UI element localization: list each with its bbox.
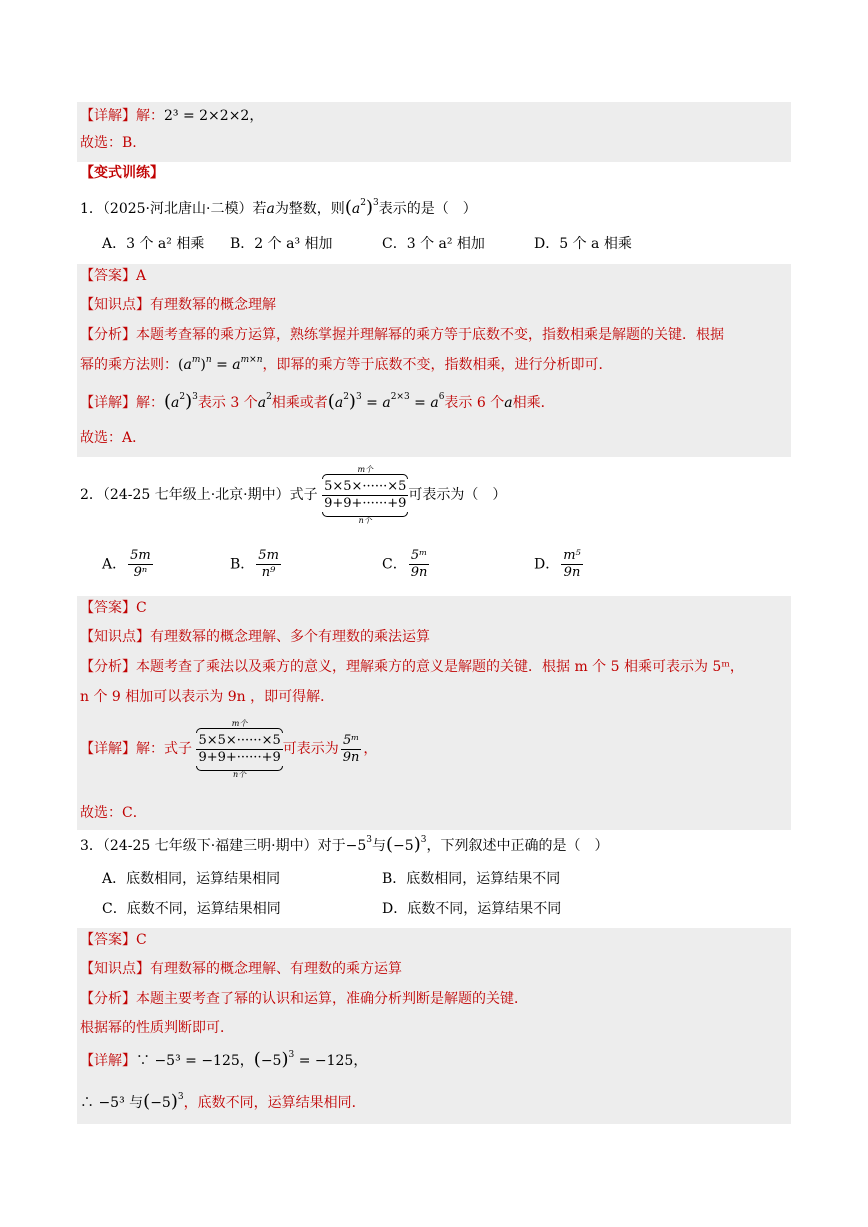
analysis-tag: 【分析】 xyxy=(80,991,136,1007)
detail-tag: 【详解】 xyxy=(80,741,136,757)
q2-detail-brace-fraction xyxy=(196,720,282,779)
q2-option-b[interactable] xyxy=(230,548,283,581)
q3-option-d[interactable]: D．底数不同，运算结果不同 xyxy=(382,901,562,917)
q1-option-c[interactable]: C．3 个 a² 相加 xyxy=(382,236,485,252)
analysis-text: 本题考查了乘法以及乘方的意义，理解乘方的意义是解题的关键．根据 m 个 5 相乘可表示为 5ᵐ， xyxy=(136,659,744,675)
detail-math: $a^2$ xyxy=(257,392,272,411)
q1-detail xyxy=(80,392,555,413)
q2-detail xyxy=(80,716,377,782)
detail-math: = −125， xyxy=(298,1053,368,1069)
top-detail-line xyxy=(80,106,263,126)
option-fraction xyxy=(256,548,281,581)
detail-text: 相乘． xyxy=(512,395,555,411)
numerator: 5×5×······×5 xyxy=(198,732,281,748)
detail-text: ， xyxy=(363,741,378,757)
num: 5m xyxy=(130,548,151,563)
detail-text: 相乘或者 xyxy=(271,395,328,411)
q1-stem xyxy=(80,198,477,219)
q3-knowledge xyxy=(80,959,402,979)
q3-expr-2: $(-5)^3$ xyxy=(386,834,427,855)
analysis-tag: 【分析】 xyxy=(80,659,136,675)
q3-stem-a: 对于 xyxy=(317,838,346,854)
answer-value: C xyxy=(136,600,147,616)
q2-stem xyxy=(80,462,506,528)
q1-option-d[interactable]: D．5 个 a 相乘 xyxy=(534,236,632,252)
q2-analysis-2: n 个 9 相加可以表示为 9n ，即可得解． xyxy=(80,689,335,705)
q1-stem-a: 若 xyxy=(252,201,267,217)
q3-source: （24-25 七年级下·福建三明·期中） xyxy=(102,838,318,854)
q2-number: 2． xyxy=(80,487,103,503)
detail-math: ∵ −5³ = −125， xyxy=(136,1053,254,1069)
detail-math: $(-5)^3$ xyxy=(143,1091,184,1112)
q3-option-a[interactable]: A．底数相同，运算结果相同 xyxy=(102,871,281,887)
q2-stem-a: 式子 xyxy=(289,487,318,503)
q1-stem-b: 为整数，则 xyxy=(274,201,345,217)
q1-power-expr: $(a^2)^3$ xyxy=(344,197,379,218)
den: 9ⁿ xyxy=(133,565,148,580)
q1-source: （2025·河北唐山·二模） xyxy=(102,201,253,217)
q2-option-a[interactable] xyxy=(102,548,155,581)
denominator: 9+9+······+9 xyxy=(324,495,407,511)
knowledge-text: 有理数幂的概念理解、多个有理数的乘法运算 xyxy=(150,629,430,645)
top-choice-line: 故选：B. xyxy=(80,135,137,151)
bottom-count: n个 xyxy=(358,515,372,525)
q3-stem-b: 与 xyxy=(372,838,387,854)
detail-text: 可表示为 xyxy=(282,741,339,757)
knowledge-tag: 【知识点】 xyxy=(80,961,150,977)
detail-tag: 【详解】 xyxy=(80,108,136,124)
q3-number: 3． xyxy=(80,838,103,854)
den: 9n xyxy=(342,749,360,765)
top-count: m个 xyxy=(231,718,248,728)
num: m⁵ xyxy=(563,548,581,563)
q1-choice: 故选：A． xyxy=(80,430,147,446)
option-label: A． xyxy=(102,556,127,573)
detail-math: $(-5)^3$ xyxy=(253,1049,295,1070)
num: 5ᵐ xyxy=(342,732,360,748)
q2-option-d[interactable] xyxy=(534,548,585,581)
q1-option-b[interactable]: B．2 个 a³ 相加 xyxy=(230,236,333,252)
q2-choice: 故选：C． xyxy=(80,805,147,821)
detail-text: ，底数不同，运算结果相同． xyxy=(183,1095,366,1111)
detail-math: ∴ −5³ 与 xyxy=(80,1095,144,1111)
option-fraction xyxy=(561,548,583,581)
q2-stem-b: 可表示为（ ） xyxy=(408,487,507,503)
analysis-text: 幂的乘方法则： xyxy=(80,357,178,373)
detail-tag: 【详解】 xyxy=(80,395,136,411)
detail-text: 解： xyxy=(136,395,164,411)
q1-option-a[interactable]: A．3 个 a² 相乘 xyxy=(102,236,205,252)
q2-analysis-1 xyxy=(80,657,744,677)
numerator: 5×5×······×5 xyxy=(324,478,407,494)
option-fraction xyxy=(128,548,153,581)
q3-option-c[interactable]: C．底数不同，运算结果相同 xyxy=(102,901,281,917)
q1-analysis-2 xyxy=(80,355,613,375)
answer-tag: 【答案】 xyxy=(80,932,136,948)
knowledge-tag: 【知识点】 xyxy=(80,297,150,313)
knowledge-text: 有理数幂的概念理解、有理数的乘方运算 xyxy=(150,961,402,977)
q3-expr-1: $-5^3$ xyxy=(345,835,373,854)
analysis-text: 本题考查幂的乘方运算，熟练掌握并理解幂的乘方等于底数不变，指数相乘是解题的关键．根据 xyxy=(136,327,724,343)
detail-text: 解： xyxy=(136,108,164,124)
top-count: m个 xyxy=(357,464,374,474)
q3-stem xyxy=(80,835,608,856)
num: 5m xyxy=(258,548,279,563)
q3-option-b[interactable]: B．底数相同，运算结果不同 xyxy=(382,871,561,887)
detail-text: 解：式子 xyxy=(136,741,192,757)
bottom-count: n个 xyxy=(233,769,247,779)
detail-math: 2³ = 2×2×2， xyxy=(164,108,264,124)
q3-answer xyxy=(80,930,147,950)
q1-stem-c: 表示的是（ ） xyxy=(378,201,477,217)
den: n⁹ xyxy=(261,565,276,580)
analysis-tag: 【分析】 xyxy=(80,327,136,343)
q1-analysis-1 xyxy=(80,325,724,345)
power-rule-formula: $(a^m)^n = a^{m\times n}$ xyxy=(178,355,263,373)
q1-number: 1． xyxy=(80,201,103,217)
detail-math: $(a^2)^3$ xyxy=(164,391,198,412)
q1-knowledge xyxy=(80,295,276,315)
answer-tag: 【答案】 xyxy=(80,268,136,284)
detail-var: a xyxy=(504,395,513,411)
option-label: C． xyxy=(382,556,407,573)
num: 5ᵐ xyxy=(410,548,428,563)
q2-brace-fraction xyxy=(322,466,408,525)
den: 9n xyxy=(563,565,581,580)
q1-answer xyxy=(80,266,146,286)
analysis-text: ，即幂的乘方等于底数不变，指数相乘，进行分析即可． xyxy=(262,357,613,373)
q1-var: a xyxy=(266,201,275,217)
answer-tag: 【答案】 xyxy=(80,600,136,616)
detail-text: 表示 3 个 xyxy=(197,395,258,411)
detail-math: $(a^2)^3 = a^{2\times 3} = a^6$ xyxy=(327,391,445,412)
option-label: D． xyxy=(534,556,560,573)
option-label: B． xyxy=(230,556,255,573)
den: 9n xyxy=(410,565,428,580)
detail-tag: 【详解】 xyxy=(80,1053,136,1069)
q3-stem-c: ，下列叙述中正确的是（ ） xyxy=(426,838,609,854)
knowledge-text: 有理数幂的概念理解 xyxy=(150,297,276,313)
q2-answer xyxy=(80,598,147,618)
answer-value: A xyxy=(136,268,147,284)
q3-detail-1 xyxy=(80,1050,367,1071)
q2-source: （24-25 七年级上·北京·期中） xyxy=(102,487,290,503)
result-fraction xyxy=(341,733,362,766)
q2-option-c[interactable] xyxy=(382,548,431,581)
q3-analysis-1 xyxy=(80,989,528,1009)
q2-knowledge xyxy=(80,627,430,647)
knowledge-tag: 【知识点】 xyxy=(80,629,150,645)
analysis-text: 本题主要考查了幂的认识和运算，准确分析判断是解题的关键． xyxy=(136,991,528,1007)
q3-detail-2 xyxy=(80,1092,366,1113)
section-title: 【变式训练】 xyxy=(80,165,164,181)
option-fraction xyxy=(409,548,430,581)
q3-analysis-2: 根据幂的性质判断即可． xyxy=(80,1020,234,1036)
denominator: 9+9+······+9 xyxy=(198,749,281,765)
answer-value: C xyxy=(136,932,147,948)
detail-text: 表示 6 个 xyxy=(444,395,505,411)
